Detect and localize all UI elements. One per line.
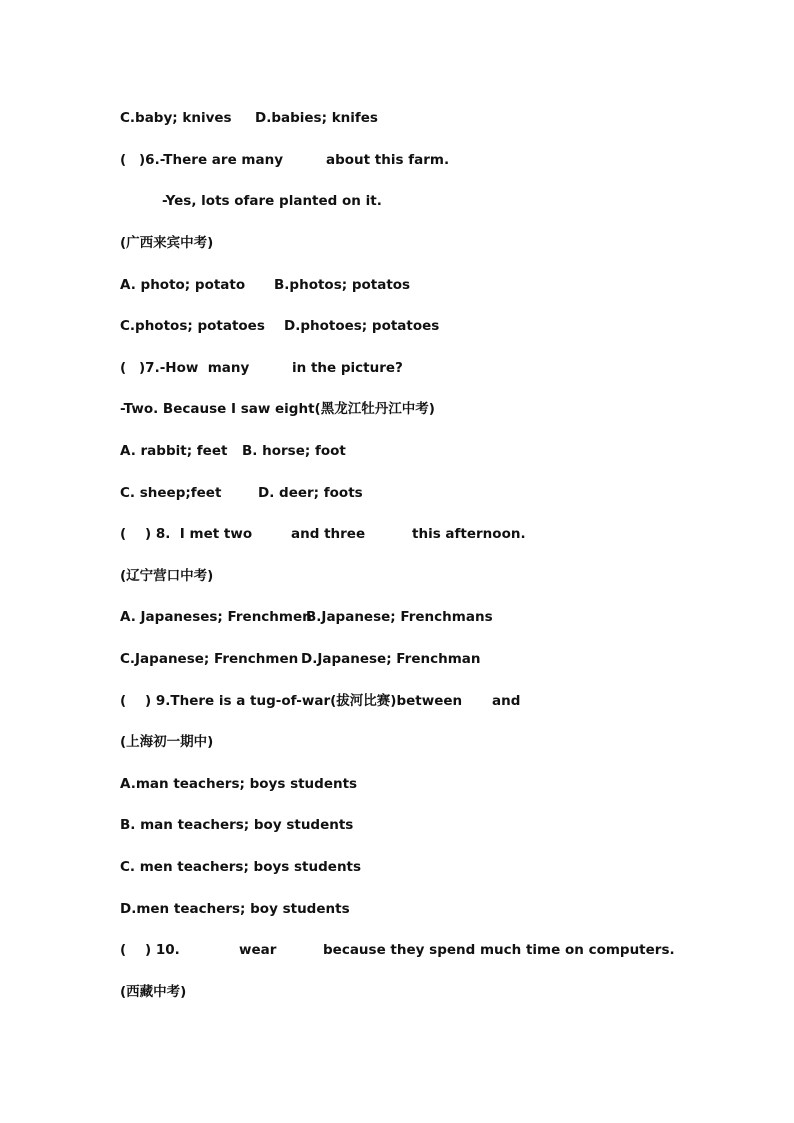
option-a: A.man teachers; boys students <box>120 776 358 792</box>
option-c: C.photos; potatoes <box>120 318 265 334</box>
question-text: and three <box>291 526 366 542</box>
question-10-source <box>0 983 187 1037</box>
option-c: C. men teachers; boys students <box>120 859 362 875</box>
question-text: ) 10. <box>145 942 180 958</box>
question-text: about this farm. <box>326 152 450 168</box>
answer-paren: ( <box>120 526 127 542</box>
source-note: (西藏中考) <box>120 984 187 1000</box>
source-note: (广西来宾中考) <box>120 235 214 251</box>
question-text: -Yes, lots ofare planted on it. <box>162 193 382 209</box>
answer-paren: ( <box>120 693 127 709</box>
question-text: and <box>492 693 521 709</box>
question-text: )7.-How many <box>139 360 250 376</box>
question-text: -Two. Because I saw eight(黑龙江牡丹江中考) <box>120 401 435 417</box>
answer-paren: ( <box>120 360 127 376</box>
option-b: B. horse; foot <box>242 443 346 459</box>
option-b: B. man teachers; boy students <box>120 817 354 833</box>
source-note: (上海初一期中) <box>120 734 214 750</box>
answer-paren: ( <box>120 152 127 168</box>
option-d: D.babies; knifes <box>255 110 378 126</box>
option-c: C. sheep;feet <box>120 485 222 501</box>
option-c: C.Japanese; Frenchmen <box>120 651 299 667</box>
question-text: ) 8. I met two <box>145 526 253 542</box>
question-text: because they spend much time on computers. <box>323 942 675 958</box>
source-note: (辽宁营口中考) <box>120 568 214 584</box>
question-text: ) 9.There is a tug-of-war(拔河比赛)between <box>145 693 463 709</box>
option-a: A. rabbit; feet <box>120 443 228 459</box>
option-d: D. deer; foots <box>258 485 363 501</box>
option-b: B.photos; potatos <box>274 277 411 293</box>
question-text: )6.-There are many <box>139 152 284 168</box>
option-d: D.photoes; potatoes <box>284 318 440 334</box>
option-d: D.Japanese; Frenchman <box>301 651 481 667</box>
option-d: D.men teachers; boy students <box>120 901 350 917</box>
question-text: in the picture? <box>292 360 403 376</box>
option-a: A. photo; potato <box>120 277 246 293</box>
answer-paren: ( <box>120 942 127 958</box>
question-text: this afternoon. <box>412 526 526 542</box>
question-text: wear <box>239 942 277 958</box>
option-a: A. Japaneses; Frenchmen <box>120 609 312 625</box>
option-c: C.baby; knives <box>120 110 232 126</box>
option-b: B.Japanese; Frenchmans <box>306 609 493 625</box>
